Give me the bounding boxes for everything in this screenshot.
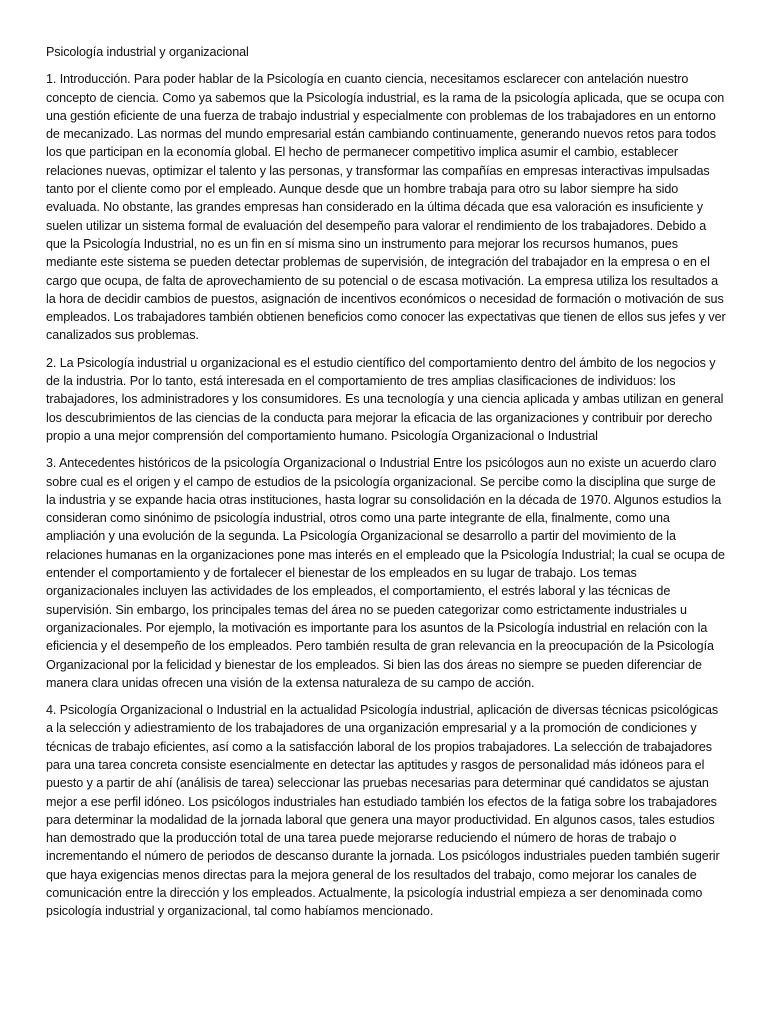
paragraph-actualidad: 4. Psicología Organizacional o Industrial en la actualidad Psicología industrial, aplicación de diversas técnicas psicológicas a la selección y adiestramiento de los trabajadores de una organización empresarial y a la promoción de condiciones y técnicas de trabajo eficientes, así como a la satisfacción laboral de los propios trabajadores. La selección de trabajadores para una tarea concreta consiste esencialmente en detectar las aptitudes y rasgos de personalidad más idóneos para el puesto y a partir de ahí (análisis de tarea) seleccionar las pruebas necesarias para determinar qué candidatos se ajustan mejor a ese perfil idóneo. Los psicólogos industriales han estudiado también los efectos de la fatiga sobre los trabajadores para determinar la modalidad de la jornada laboral que genera una mayor productividad. En algunos casos, tales estudios han demostrado que la producción total de una tarea puede mejorarse reduciendo el número de horas de trabajo o incrementando el número de periodos de descanso durante la jornada. Los psicólogos industriales pueden también sugerir que haya exigencias menos directas para la mejora general de los resultados del trabajo, como mejorar los canales de comunicación entre la dirección y los empleados. Actualmente, la psicología industrial empieza a ser denominada como psicología industrial y organizacional, tal como habíamos mencionado. [46, 703, 720, 919]
document-page [46, 43, 726, 930]
paragraph-introduccion: 1. Introducción. Para poder hablar de la Psicología en cuanto ciencia, necesitamos esclarecer con antelación nuestro concepto de ciencia. Como ya sabemos que la Psicología industrial, es la rama de la psicología aplicada, que se ocupa con una gestión eficiente de una fuerza de trabajo industrial y especialmente con problemas de los trabajadores en un entorno de mecanizado. Las normas del mundo empresarial están cambiando continuamente, generando nuevos retos para todos los que participan en la economía global. El hecho de permanecer competitivo implica asumir el cambio, establecer relaciones nuevas, optimizar el talento y las personas, y transformar las compañías en empresas interactivas impulsadas tanto por el cliente como por el empleado. Aunque desde que un hombre trabaja para otro su labor siempre ha sido evaluada. No obstante, las grandes empresas han considerado en la última década que esa valoración es insuficiente y suelen utilizar un sistema formal de evaluación del desempeño para valorar el rendimiento de los trabajadores. Debido a que la Psicología Industrial, no es un fin en sí misma sino un instrumento para mejorar los recursos humanos, pues mediante este sistema se pueden detectar problemas de supervisión, de integración del trabajador en la empresa o en el cargo que ocupa, de falta de aprovechamiento de su potencial o de escasa motivación. La empresa utiliza los resultados a la hora de decidir cambios de puestos, asignación de incentivos económicos o necesidad de formación o motivación de sus empleados. Los trabajadores también obtienen beneficios como conocer las expectativas que tienen de ellos sus jefes y ver canalizados sus problemas. [46, 72, 726, 343]
document-title: Psicología industrial y organizacional [46, 45, 249, 59]
paragraph-antecedentes: 3. Antecedentes históricos de la psicología Organizacional o Industrial Entre los psicólogos aun no existe un acuerdo claro sobre cual es el origen y el campo de estudios de la psicología organizacional. Se percibe como la disciplina que surge de la industria y se expande hacia otras instituciones, hasta lograr su consolidación en la década de 1970. Algunos estudios la consideran como sinónimo de psicología industrial, otros como una parte integrante de ella, finalmente, como una ampliación y una evolución de la segunda. La Psicología Organizacional se desarrollo a partir del movimiento de la relaciones humanas en la organizaciones pone mas interés en el empleado que la Psicología Industrial; la cual se ocupa de entender el comportamiento y de fortalecer el bienestar de los empleados en su lugar de trabajo. Los temas organizacionales incluyen las actividades de los empleados, el comportamiento, el estrés laboral y las técnicas de supervisión. Sin embargo, los principales temas del área no se pueden categorizar como estrictamente industriales u organizacionales. Por ejemplo, la motivación es importante para los asuntos de la Psicología industrial en relación con la eficiencia y el desempeño de los empleados. Pero también resulta de gran relevancia en la preocupación de la Psicología Organizacional por la felicidad y bienestar de los empleados. Si bien las dos áreas no siempre se pueden diferenciar de manera clara unidas ofrecen una visión de la extensa naturaleza de su campo de acción. [46, 456, 725, 690]
paragraph-definicion: 2. La Psicología industrial u organizacional es el estudio científico del comportamiento dentro del ámbito de los negocios y de la industria. Por lo tanto, está interesada en el comportamiento de tres amplias clasificaciones de individuos: los trabajadores, los administradores y los consumidores. Es una tecnología y una ciencia aplicada y ambas utilizan en general los descubrimientos de las ciencias de la conducta para mejorar la eficacia de las organizaciones y contribuir por derecho propio a una mejor comprensión del comportamiento humano. Psicología Organizacional o Industrial [46, 355, 724, 443]
